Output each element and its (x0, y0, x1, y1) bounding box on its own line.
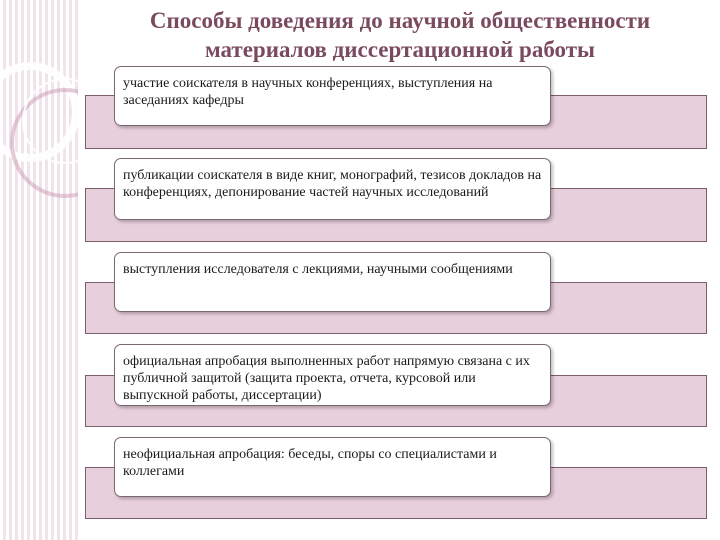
item-text-box-1: участие соискателя в научных конференциях, выступления на заседаниях кафедры (114, 66, 551, 126)
item-text-box-4: официальная апробация выполненных работ напрямую связана с их публичной защитой (защита проекта, отчета, курсовой или выпускной работы, диссертации) (114, 344, 551, 406)
item-text-box-2: публикации соискателя в виде книг, монографий, тезисов докладов на конференциях, депонирование частей научных исследований (114, 158, 551, 220)
slide-title (100, 6, 700, 64)
title-line-1: Способы доведения до научной общественности (149, 8, 651, 33)
item-text-box-5: неофициальная апробация: беседы, споры со специалистами и коллегами (114, 437, 551, 497)
side-decoration (0, 0, 78, 540)
title-line-2: материалов диссертационной работы (205, 37, 595, 62)
item-text-box-3: выступления исследователя с лекциями, научными сообщениями (114, 252, 551, 312)
